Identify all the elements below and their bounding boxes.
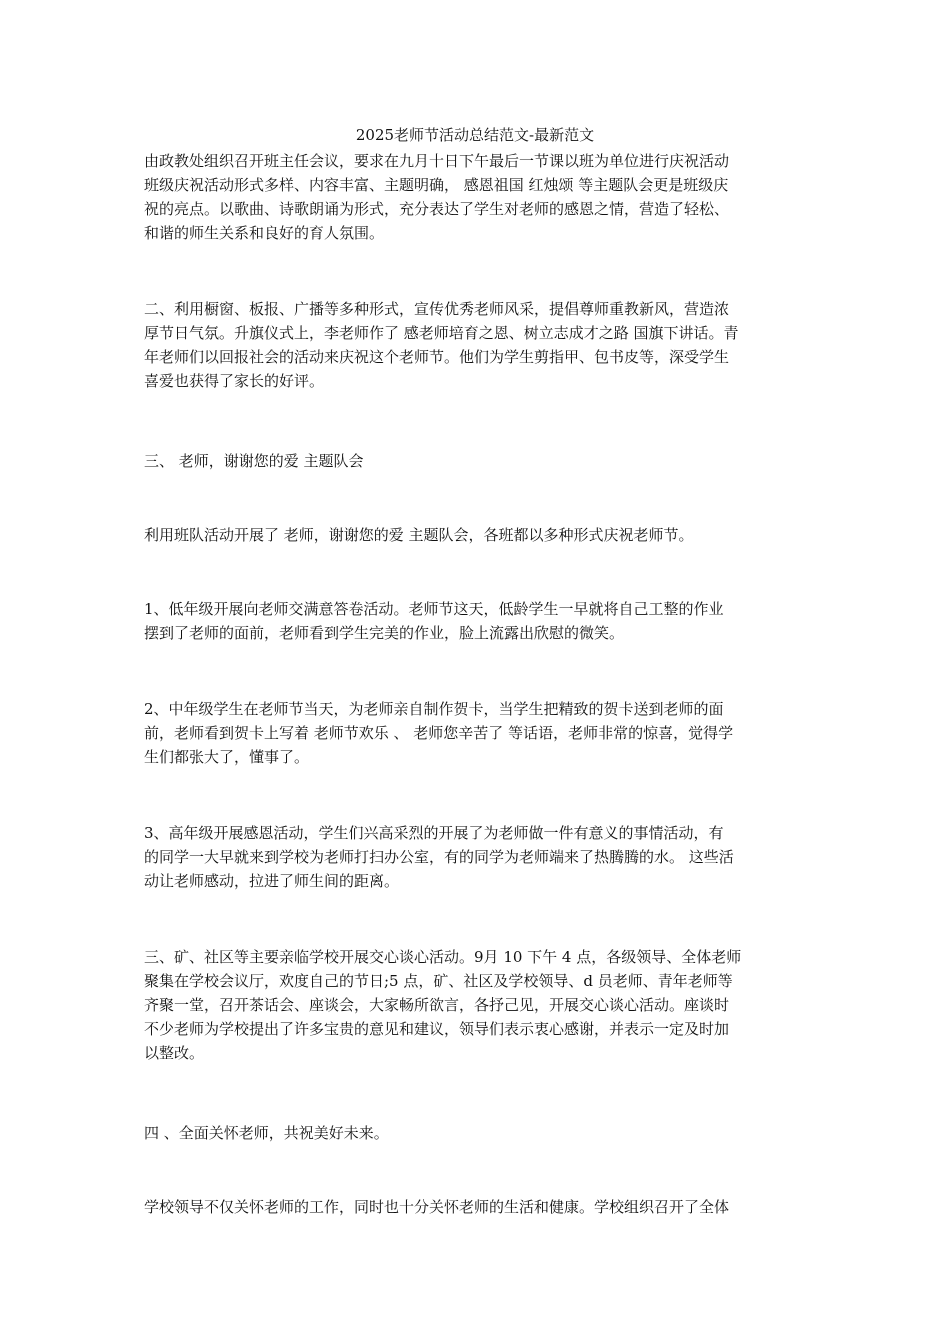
- paragraph-line: 二、利用橱窗、板报、广播等多种形式，宣传优秀老师风采，提倡尊师重教新风，营造浓: [144, 300, 730, 318]
- paragraph-line: 祝的亮点。以歌曲、诗歌朗诵为形式，充分表达了学生对老师的感恩之情，营造了轻松、: [144, 200, 730, 218]
- paragraph-2: [144, 297, 814, 393]
- paragraph-line: 2、中年级学生在老师节当天，为老师亲自制作贺卡，当学生把精致的贺卡送到老师的面: [144, 700, 724, 718]
- paragraph-5: [144, 1195, 814, 1219]
- paragraph-item-3: [144, 821, 814, 893]
- paragraph-line: 以整改。: [144, 1044, 205, 1062]
- paragraph-item-1: [144, 597, 814, 645]
- paragraph-line: 3、高年级开展感恩活动，学生们兴高采烈的开展了为老师做一件有意义的事情活动，有: [144, 824, 724, 842]
- paragraph-line: 齐聚一堂，召开茶话会、座谈会，大家畅所欲言，各抒己见，开展交心谈心活动。座谈时: [144, 996, 730, 1014]
- paragraph-line: 喜爱也获得了家长的好评。: [144, 372, 325, 390]
- heading-line: 三、 老师，谢谢您的爱 主题队会: [144, 452, 364, 470]
- heading-line: 四 、全面关怀老师，共祝美好未来。: [144, 1124, 389, 1142]
- paragraph-item-2: [144, 697, 814, 769]
- paragraph-line: 利用班队活动开展了 老师，谢谢您的爱 主题队会，各班都以多种形式庆祝老师节。: [144, 526, 694, 544]
- section-heading-4: [144, 1121, 814, 1145]
- paragraph-3: [144, 523, 814, 547]
- paragraph-4: [144, 945, 814, 1065]
- paragraph-line: 的同学一大早就来到学校为老师打扫办公室，有的同学为老师端来了热腾腾的水。 这些活: [144, 848, 734, 866]
- paragraph-1: [144, 149, 814, 245]
- paragraph-line: 生们都张大了，懂事了。: [144, 748, 310, 766]
- section-heading-3: [144, 449, 814, 473]
- paragraph-line: 和谐的师生关系和良好的育人氛围。: [144, 224, 385, 242]
- paragraph-line: 年老师们以回报社会的活动来庆祝这个老师节。他们为学生剪指甲、包书皮等，深受学生: [144, 348, 730, 366]
- paragraph-line: 动让老师感动，拉进了师生间的距离。: [144, 872, 400, 890]
- document-title: 2025老师节活动总结范文-最新范文: [355, 126, 595, 144]
- paragraph-line: 学校领导不仅关怀老师的工作，同时也十分关怀老师的生活和健康。学校组织召开了全体: [144, 1198, 730, 1216]
- paragraph-line: 聚集在学校会议厅，欢度自己的节日;5 点，矿、社区及学校领导、d 员老师、青年老师等: [144, 972, 733, 990]
- paragraph-line: 前，老师看到贺卡上写着 老师节欢乐 、 老师您辛苦了 等话语，老师非常的惊喜，觉得学: [144, 724, 734, 742]
- paragraph-line: 由政教处组织召开班主任会议，要求在九月十日下午最后一节课以班为单位进行庆祝活动: [144, 152, 730, 170]
- paragraph-line: 1、低年级开展向老师交满意答卷活动。老师节这天，低龄学生一早就将自己工整的作业: [144, 600, 724, 618]
- paragraph-line: 班级庆祝活动形式多样、内容丰富、主题明确， 感恩祖国 红烛颂 等主题队会更是班级庆: [144, 176, 729, 194]
- paragraph-line: 厚节日气氛。升旗仪式上，李老师作了 感老师培育之恩、树立志成才之路 国旗下讲话。青: [144, 324, 739, 342]
- paragraph-line: 摆到了老师的面前，老师看到学生完美的作业，脸上流露出欣慰的微笑。: [144, 624, 625, 642]
- paragraph-line: 三、矿、社区等主要亲临学校开展交心谈心活动。9月 10 下午 4 点，各级领导、全体老师: [144, 948, 742, 966]
- paragraph-line: 不少老师为学校提出了许多宝贵的意见和建议，领导们表示衷心感谢，并表示一定及时加: [144, 1020, 730, 1038]
